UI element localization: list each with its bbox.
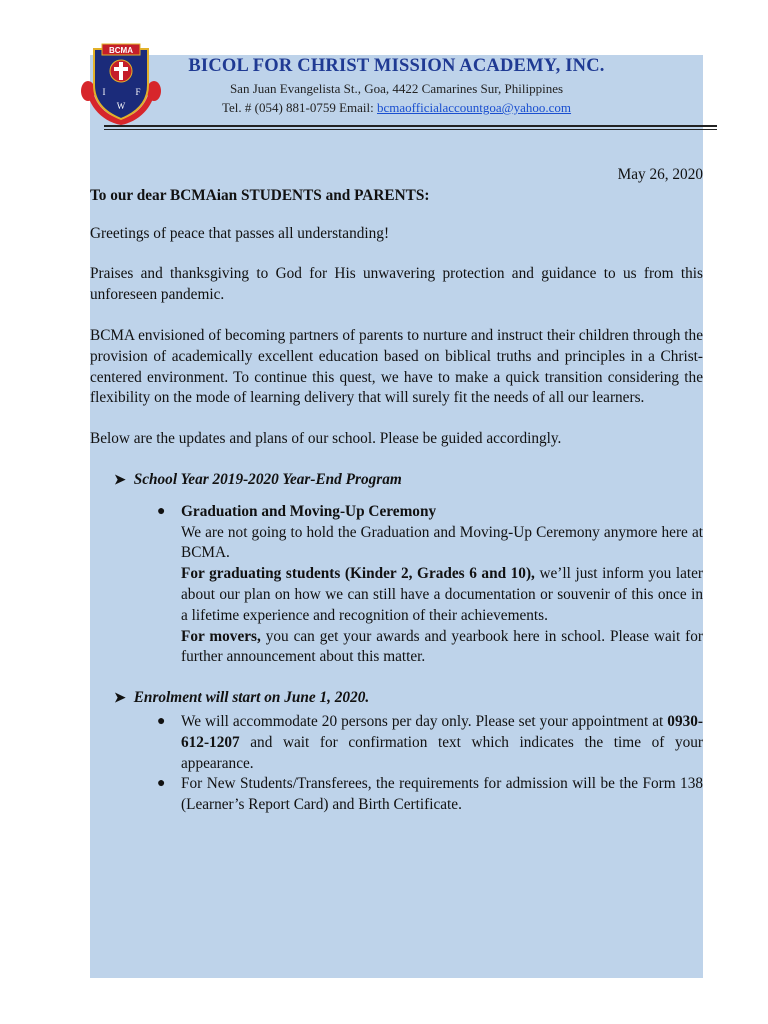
movers-text: you can get your awards and yearbook here in school. Please wait for further announcement about this matter.	[181, 627, 703, 666]
bullet-dot-icon: ●	[157, 776, 166, 792]
enrolment-phone: 0930-612-1207	[181, 712, 703, 751]
salutation: To our dear BCMAian STUDENTS and PARENTS:	[90, 186, 430, 204]
section-enrolment-title: Enrolment will start on June 1, 2020.	[133, 689, 370, 707]
paragraph-updates: Below are the updates and plans of our school. Please be guided accordingly.	[90, 430, 562, 448]
school-address: San Juan Evangelista St., Goa, 4422 Camarines Sur, Philippines	[229, 81, 564, 96]
logo-letter-i: I	[102, 87, 106, 97]
email-link[interactable]: bcmaofficialaccountgoa@yahoo.com	[377, 100, 572, 115]
arrow-bullet-icon: ➤	[114, 691, 126, 707]
logo-letter-w: W	[116, 101, 126, 111]
paragraph-vision: BCMA envisioned of becoming partners of parents to nurture and instruct their children through the provision of academically excellent education based on biblical truths and principles in a Christ-centered environment. To continue this quest, we have to make a quick transition considering the flexibility on the mode of learning delivery that will surely fit the needs of all our learners.	[90, 326, 703, 407]
greeting: Greetings of peace that passes all understanding!	[90, 224, 390, 242]
header-divider	[104, 125, 717, 127]
letter-date: May 26, 2020	[617, 166, 703, 183]
graduating-label: For graduating students	[181, 565, 341, 583]
enrolment-text-b: and wait for confirmation text which indicates the time of your appearance.	[181, 733, 703, 772]
list-item	[157, 774, 703, 816]
bullet-dot-icon: ●	[157, 713, 166, 729]
enrolment-list	[90, 712, 703, 816]
list-item	[157, 712, 703, 774]
section-enrolment-heading	[114, 688, 703, 710]
graduation-title: Graduation and Moving-Up Ceremony	[181, 502, 437, 520]
logo-banner-text: BCMA	[109, 46, 133, 55]
letter-body	[90, 165, 703, 816]
header-divider-thin	[104, 129, 717, 130]
graduating-text: we’ll just inform you later about our plan on how we can still have a documentation or souvenir of this once in a lifetime experience and recognition of their achievements.	[181, 565, 703, 624]
graduation-text: We are not going to hold the Graduation and Moving-Up Ceremony anymore here at BCMA.	[181, 523, 703, 562]
year-end-list	[90, 502, 703, 668]
school-name: BICOL FOR CHRIST MISSION ACADEMY, INC.	[188, 56, 605, 76]
requirements-text: For New Students/Transferees, the requirements for admission will be the Form 138 (Learner’s Report Card) and Birth Certificate.	[181, 775, 703, 814]
contact-phone: Tel. # (054) 881-0759 Email:	[221, 100, 378, 115]
school-contact	[90, 100, 703, 116]
arrow-bullet-icon: ➤	[114, 472, 126, 488]
enrolment-text-a: We will accommodate 20 persons per day only. Please set your appointment at	[181, 712, 668, 730]
logo-letter-f: F	[135, 87, 141, 97]
movers-label: For movers,	[181, 627, 261, 645]
paragraph-praises: Praises and thanksgiving to God for His unwavering protection and guidance to us from this unforeseen pandemic.	[90, 265, 703, 304]
list-item	[157, 502, 703, 668]
bullet-dot-icon: ●	[157, 503, 166, 519]
section-year-end-title: School Year 2019-2020 Year-End Program	[133, 470, 402, 488]
graduating-grades: (Kinder 2, Grades 6 and 10),	[344, 565, 535, 583]
section-year-end-heading	[114, 470, 703, 492]
